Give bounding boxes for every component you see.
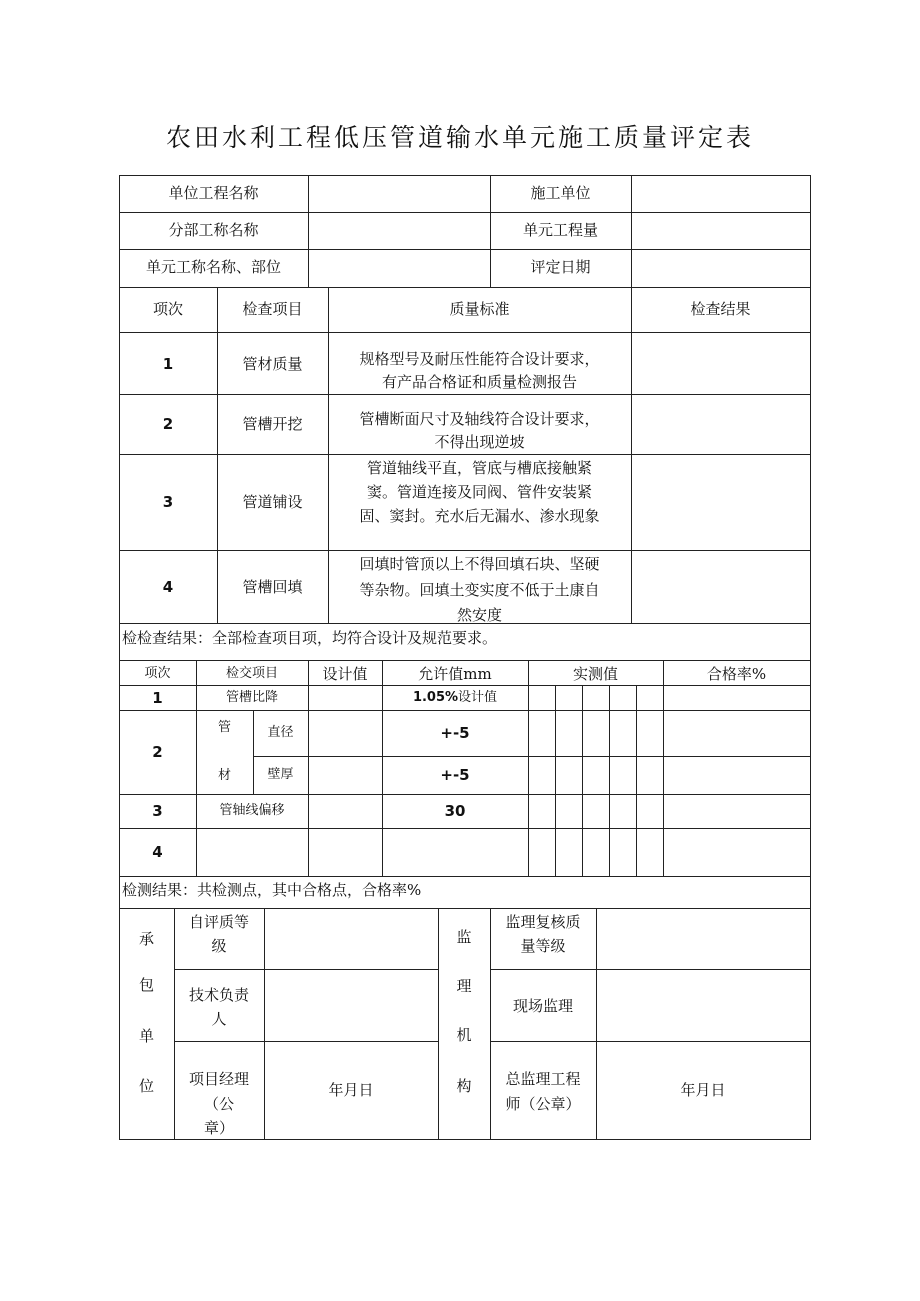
inspection-row-3-std-line2: 窦。管道连接及同阀、管件安装紧 (366, 483, 592, 501)
supervisor-char-3: 机 (456, 1026, 472, 1044)
review-grade-label-line2: 量等级 (520, 937, 566, 955)
inspection-result: 检检查结果：全部检查项目项，均符合设计及规范要求。 (122, 629, 498, 647)
inspection-header-no: 项次 (152, 300, 183, 318)
supervisor-char-4: 构 (456, 1077, 472, 1095)
tech-lead-label-line1: 技术负责 (188, 986, 249, 1004)
construction-unit-label: 施工单位 (530, 184, 591, 202)
measure-row-4-no: 4 (152, 843, 163, 861)
inspection-row-2-no: 2 (162, 415, 174, 433)
inspection-header-result: 检查结果 (690, 300, 751, 318)
inspection-row-4-item: 管槽回填 (242, 578, 303, 596)
measure-row-2-sub2-allow: +-5 (440, 766, 470, 784)
measure-row-3-item: 管轴线偏移 (219, 803, 285, 818)
eval-date-label: 评定日期 (530, 258, 591, 276)
inspection-row-1-no: 1 (162, 355, 174, 373)
contractor-char-4: 位 (138, 1077, 154, 1095)
self-grade-label-line1: 自评质等 (188, 913, 249, 931)
measure-header-allow: 允许值mm (418, 665, 492, 683)
inspection-header-standard: 质量标准 (449, 300, 510, 318)
self-grade-label-line2: 级 (211, 937, 227, 955)
inspection-row-4-std-line3: 然安度 (456, 606, 502, 623)
contractor-char-1: 承 (138, 930, 154, 948)
measure-header-rate: 合格率% (706, 665, 767, 683)
chief-label-line2: 师（公章） (505, 1095, 581, 1113)
inspection-header-item: 检查项目 (242, 300, 303, 318)
page-title: 农田水利工程低压管道输水单元施工质量评定表 (165, 123, 754, 152)
contractor-char-3: 单 (138, 1027, 154, 1045)
pm-label-line1: 项目经理 (188, 1070, 249, 1088)
inspection-row-2-std-line2: 不得出现逆坡 (434, 433, 525, 451)
inspection-row-1-std-line1: 规格型号及耐压性能符合设计要求， (359, 350, 600, 368)
pm-label-line2: （公 (203, 1095, 234, 1113)
measure-header-design: 设计值 (322, 665, 368, 683)
measure-row-1-no: 1 (152, 689, 163, 707)
measure-row-3-no: 3 (152, 802, 163, 820)
inspection-row-4-no: 4 (162, 578, 174, 596)
inspection-row-4-std-line1: 回填时管顶以上不得回填石块、坚硬 (359, 555, 600, 573)
review-grade-label-line1: 监理复核质 (505, 913, 581, 931)
inspection-row-3-std-line1: 管道轴线平直，管底与槽底接触紧 (366, 459, 592, 477)
measure-row-1-allow-txt: 设计值 (458, 690, 498, 705)
contractor-char-2: 包 (138, 976, 154, 994)
inspection-row-2-std-line1: 管槽断面尺寸及轴线符合设计要求， (359, 410, 600, 428)
inspection-row-4-std-line2: 等杂物。回填土变实度不低于土康自 (359, 581, 600, 599)
inspection-row-3-item: 管道铺设 (242, 493, 303, 511)
measure-header-no: 项次 (144, 666, 171, 681)
inspection-row-3-std-line3: 固、窦封。充水后无漏水、渗水现象 (359, 507, 600, 525)
unit-name-location-label: 单元工称名称、部位 (145, 258, 281, 276)
inspection-row-2-item: 管槽开挖 (242, 415, 303, 433)
measure-header-item: 检交项目 (225, 666, 278, 681)
measure-row-2-sub1: 直径 (267, 725, 294, 740)
inspection-row-1-std-line2: 有产品合格证和质量检测报告 (381, 373, 577, 391)
date-left: 年月日 (328, 1081, 374, 1099)
supervisor-char-2: 理 (456, 977, 472, 995)
inspection-row-3-no: 3 (162, 493, 174, 511)
unit-quantity-label: 单元工程量 (522, 221, 598, 239)
measure-row-2-sub2: 壁厚 (267, 767, 294, 782)
pm-label-line3: 章） (203, 1119, 234, 1137)
measure-row-1-item: 管槽比降 (225, 690, 278, 705)
measure-row-2-item-top: 管 (217, 720, 231, 735)
sub-project-name-label: 分部工称名称 (168, 221, 259, 239)
supervisor-char-1: 监 (456, 928, 472, 946)
chief-label-line1: 总监理工程 (505, 1070, 581, 1088)
measure-row-2-item-bottom: 材 (217, 768, 231, 783)
measure-row-3-allow: 30 (444, 802, 466, 820)
measure-row-2-no: 2 (152, 743, 163, 761)
measure-row-1-allow (382, 686, 528, 710)
unit-project-name-label: 单位工程名称 (168, 184, 259, 202)
inspection-row-1-item: 管材质量 (242, 355, 303, 373)
tech-lead-label-line2: 人 (211, 1010, 227, 1028)
measure-row-2-sub1-allow: +-5 (440, 724, 470, 742)
measure-row-1-allow-num: 1.05% (412, 690, 459, 705)
site-supervisor-label: 现场监理 (512, 997, 573, 1015)
measure-result: 检测结果：共检测点，其中合格点，合格率% (122, 881, 422, 899)
measure-header-measured: 实测值 (572, 665, 618, 683)
date-right: 年月日 (680, 1081, 726, 1099)
